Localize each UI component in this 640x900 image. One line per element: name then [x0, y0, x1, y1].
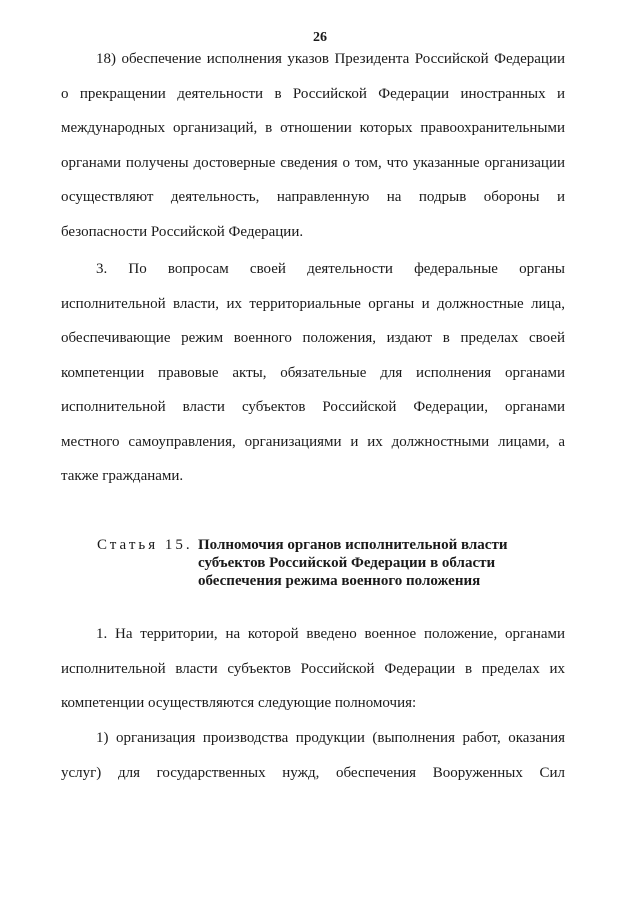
- paragraph-1-item-1: [61, 721, 565, 790]
- text-line: 18) обеспечение исполнения указов Президента Российской Федерации: [96, 51, 565, 67]
- text-line: 3. По вопросам своей деятельности федеральные органы: [96, 261, 565, 277]
- text-line: о прекращении деятельности в Российской Федерации иностранных и: [61, 85, 565, 102]
- text-line: осуществляют деятельность, направленную на подрыв обороны и: [61, 189, 565, 205]
- paragraph-1: [61, 617, 565, 721]
- article-title-line: субъектов Российской Федерации в области: [198, 555, 496, 571]
- paragraph-18: [61, 42, 565, 249]
- text-line: исполнительной власти, их территориальные органы и должностные лица,: [61, 295, 565, 312]
- text-line: 1. На территории, на которой введено военное положение, органами: [96, 626, 565, 642]
- article-title: [198, 536, 528, 590]
- text-line: международных организаций, в отношении которых правоохранительными: [61, 120, 565, 136]
- text-line: обеспечивающие режим военного положения, издают в пределах своей: [61, 330, 565, 346]
- text-line: 1) организация производства продукции (выполнения работ, оказания: [96, 730, 565, 746]
- page-number: 26: [313, 30, 327, 45]
- text-line: местного самоуправления, организациями и их должностными лицами, а: [61, 433, 565, 450]
- text-line: органами получены достоверные сведения о том, что указанные организации: [61, 154, 565, 171]
- article-label: Статья 15.: [97, 537, 193, 553]
- text-line: исполнительной власти субъектов Российской Федерации, органами: [61, 399, 565, 415]
- paragraph-3: [61, 252, 565, 494]
- text-line: безопасности Российской Федерации.: [61, 223, 304, 240]
- text-line: компетенции осуществляются следующие полномочия:: [61, 695, 417, 711]
- text-line: также гражданами.: [61, 468, 184, 484]
- text-line: компетенции правовые акты, обязательные для исполнения органами: [61, 364, 565, 381]
- article-title-line: обеспечения режима военного положения: [198, 573, 481, 589]
- article-title-line: Полномочия органов исполнительной власти: [198, 537, 508, 553]
- text-line: исполнительной власти субъектов Российской Федерации в пределах их: [61, 660, 565, 677]
- text-line: услуг) для государственных нужд, обеспечения Вооруженных Сил: [61, 764, 565, 781]
